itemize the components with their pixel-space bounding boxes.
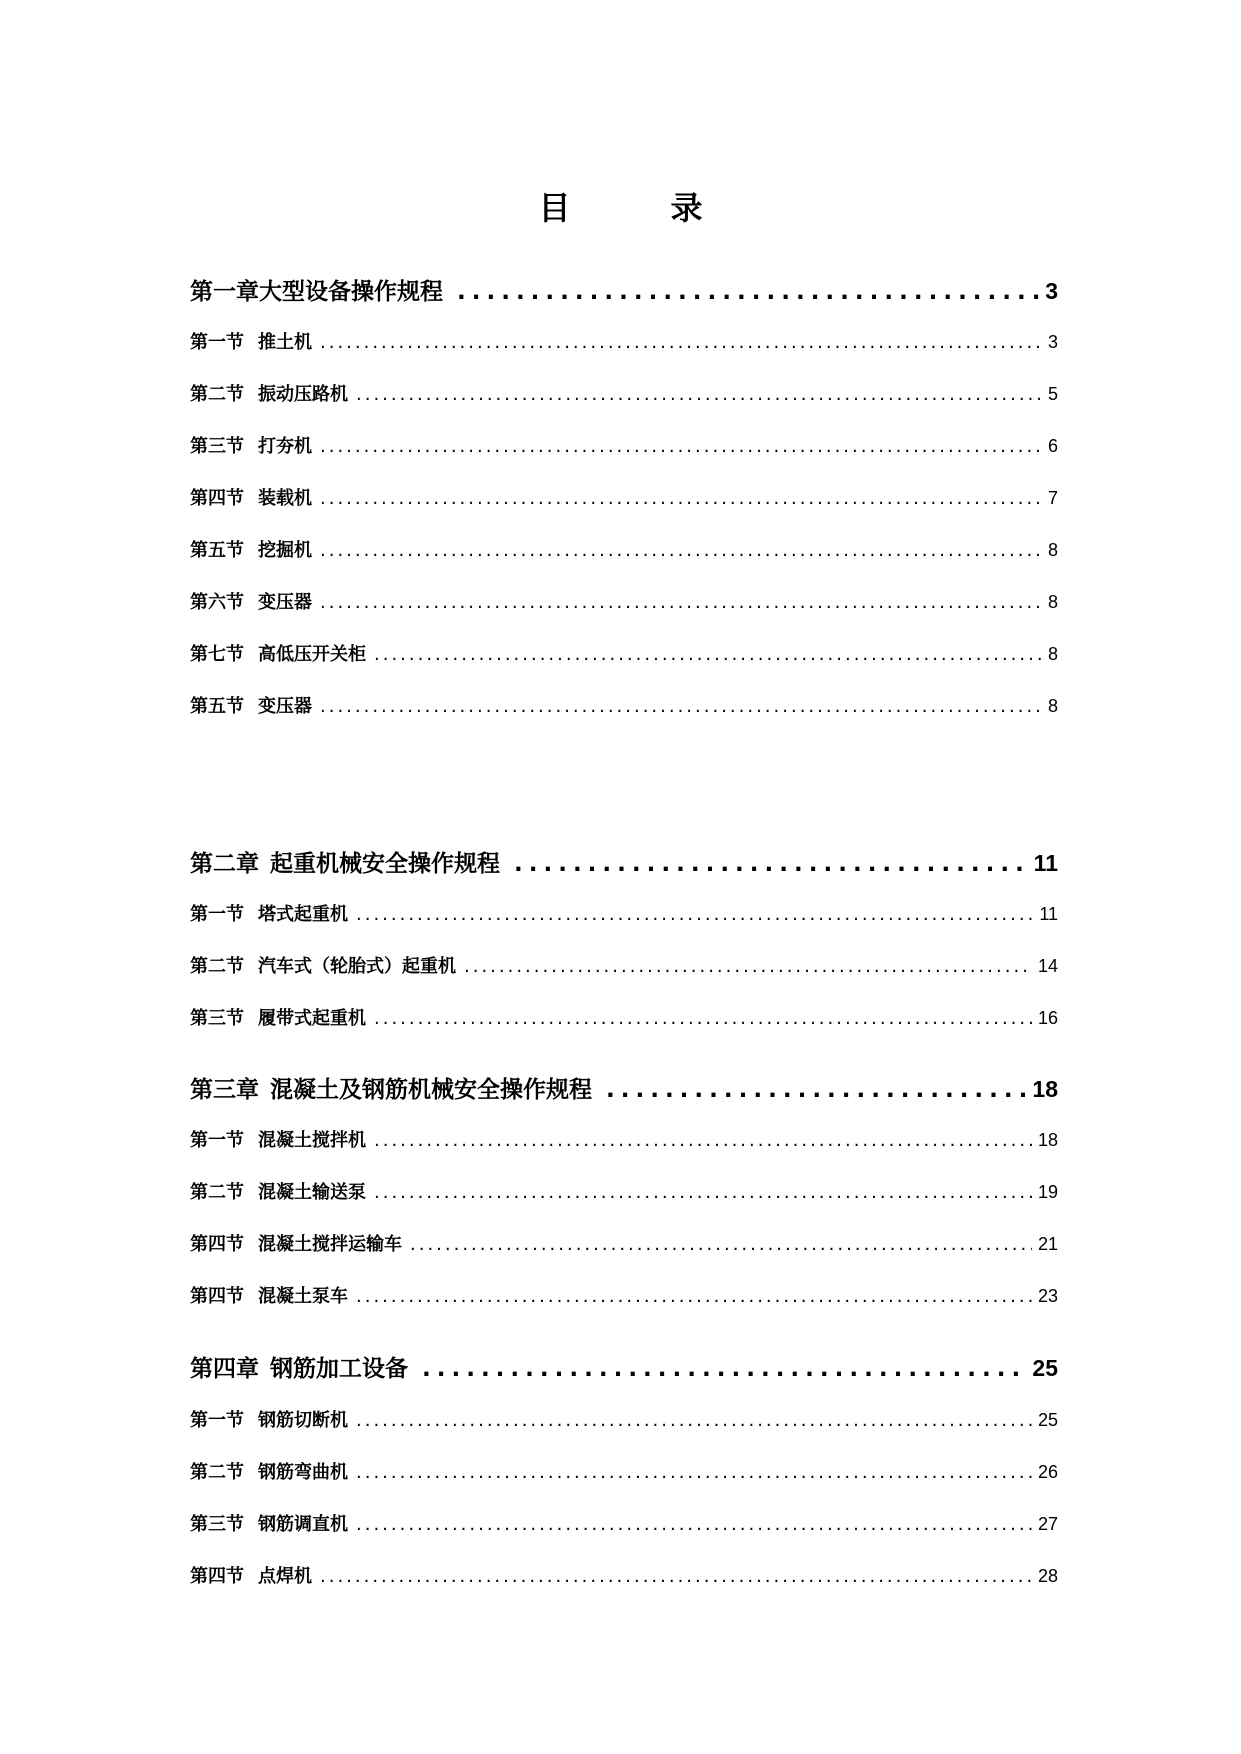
section-title: 推土机 bbox=[258, 332, 312, 353]
toc-entry-label bbox=[190, 1285, 348, 1309]
section-title: 混凝土泵车 bbox=[258, 1286, 348, 1307]
section-title: 钢筋切断机 bbox=[258, 1410, 348, 1431]
dot-leader bbox=[464, 955, 1032, 979]
section-title: 变压器 bbox=[258, 696, 312, 717]
dot-leader bbox=[320, 435, 1042, 459]
toc-section-entry[interactable] bbox=[190, 486, 1058, 511]
section-number: 第一节 bbox=[190, 1410, 244, 1431]
section-title: 履带式起重机 bbox=[258, 1008, 366, 1029]
toc-section-entry[interactable] bbox=[190, 538, 1058, 563]
section-title: 点焊机 bbox=[258, 1566, 312, 1587]
page-number: 8 bbox=[1047, 644, 1058, 664]
toc-entry-label bbox=[190, 903, 348, 927]
toc-entry-label bbox=[190, 1129, 366, 1153]
section-number: 第二节 bbox=[190, 384, 244, 405]
dot-leader bbox=[374, 1181, 1032, 1205]
section-number: 第三节 bbox=[190, 1008, 244, 1029]
toc-entry-label bbox=[190, 591, 312, 615]
toc-entry-label bbox=[190, 1007, 366, 1031]
toc-entry-label bbox=[190, 955, 456, 979]
chapter-number: 第三章 bbox=[190, 1077, 259, 1103]
toc-entry-label bbox=[190, 1354, 408, 1384]
page-number: 14 bbox=[1037, 956, 1058, 976]
dot-leader bbox=[514, 849, 1028, 879]
section-number: 第七节 bbox=[190, 644, 244, 665]
dot-leader bbox=[356, 1513, 1032, 1537]
dot-leader bbox=[356, 1461, 1032, 1485]
section-title: 混凝土搅拌机 bbox=[258, 1130, 366, 1151]
toc-entry-label bbox=[190, 849, 500, 879]
toc-entry-label bbox=[190, 1233, 402, 1257]
toc-section-entry[interactable] bbox=[190, 954, 1058, 979]
dot-leader bbox=[356, 1285, 1032, 1309]
page-number: 28 bbox=[1037, 1566, 1058, 1586]
dot-leader bbox=[320, 591, 1042, 615]
page-number: 16 bbox=[1037, 1008, 1058, 1028]
page-number: 25 bbox=[1037, 1410, 1058, 1430]
toc-section-entry[interactable] bbox=[190, 382, 1058, 407]
section-number: 第六节 bbox=[190, 592, 244, 613]
page-number: 21 bbox=[1037, 1234, 1058, 1254]
dot-leader bbox=[320, 487, 1042, 511]
page-number: 7 bbox=[1047, 488, 1058, 508]
page-number: 19 bbox=[1037, 1182, 1058, 1202]
toc-entry-label bbox=[190, 695, 312, 719]
toc-entry-label bbox=[190, 1565, 312, 1589]
toc-section-entry[interactable] bbox=[190, 434, 1058, 459]
page-number: 18 bbox=[1037, 1130, 1058, 1150]
page-number: 25 bbox=[1032, 1355, 1058, 1381]
dot-leader bbox=[356, 1409, 1032, 1433]
toc-section-entry[interactable] bbox=[190, 330, 1058, 355]
section-number: 第一节 bbox=[190, 904, 244, 925]
toc-chapter-entry[interactable] bbox=[190, 276, 1058, 307]
chapter-title: 钢筋加工设备 bbox=[270, 1356, 408, 1382]
toc-section-entry[interactable] bbox=[190, 590, 1058, 615]
dot-leader bbox=[356, 383, 1042, 407]
chapter-number: 第二章 bbox=[190, 851, 259, 877]
page-number: 27 bbox=[1037, 1514, 1058, 1534]
dot-leader bbox=[320, 1565, 1032, 1589]
section-number: 第二节 bbox=[190, 1462, 244, 1483]
dot-leader bbox=[320, 331, 1042, 355]
toc-section-entry[interactable] bbox=[190, 1232, 1058, 1257]
toc-chapter-entry[interactable] bbox=[190, 848, 1058, 879]
toc-entry-label bbox=[190, 277, 443, 307]
section-title: 汽车式（轮胎式）起重机 bbox=[258, 956, 456, 977]
toc-entry-label bbox=[190, 383, 348, 407]
page-number: 18 bbox=[1032, 1076, 1058, 1102]
section-number: 第四节 bbox=[190, 1566, 244, 1587]
section-title: 变压器 bbox=[258, 592, 312, 613]
toc-entry-label bbox=[190, 1513, 348, 1537]
chapter-number: 第四章 bbox=[190, 1356, 259, 1382]
chapter-title: 大型设备操作规程 bbox=[259, 279, 443, 305]
section-title: 混凝土搅拌运输车 bbox=[258, 1234, 402, 1255]
page-title: 目 录 bbox=[538, 189, 737, 227]
section-number: 第四节 bbox=[190, 1286, 244, 1307]
chapter-number: 第一章 bbox=[190, 279, 259, 305]
page-number: 26 bbox=[1037, 1462, 1058, 1482]
toc-section-entry[interactable] bbox=[190, 694, 1058, 719]
section-number: 第五节 bbox=[190, 696, 244, 717]
toc-section-entry[interactable] bbox=[190, 1180, 1058, 1205]
toc-section-entry[interactable] bbox=[190, 902, 1058, 927]
section-title: 挖掘机 bbox=[258, 540, 312, 561]
toc-entry-label bbox=[190, 1409, 348, 1433]
toc-section-entry[interactable] bbox=[190, 1006, 1058, 1031]
section-number: 第二节 bbox=[190, 1182, 244, 1203]
page-number: 11 bbox=[1033, 850, 1058, 876]
toc-section-entry[interactable] bbox=[190, 1284, 1058, 1309]
toc-entry-label bbox=[190, 539, 312, 563]
toc-chapter-entry[interactable] bbox=[190, 1074, 1058, 1105]
chapter-title: 混凝土及钢筋机械安全操作规程 bbox=[270, 1077, 592, 1103]
toc-section-entry[interactable] bbox=[190, 1460, 1058, 1485]
dot-leader bbox=[606, 1075, 1026, 1105]
section-title: 塔式起重机 bbox=[258, 904, 348, 925]
dot-leader bbox=[422, 1354, 1026, 1384]
section-number: 第四节 bbox=[190, 1234, 244, 1255]
section-title: 混凝土输送泵 bbox=[258, 1182, 366, 1203]
page-number: 8 bbox=[1047, 696, 1058, 716]
toc-entry-label bbox=[190, 1075, 592, 1105]
dot-leader bbox=[410, 1233, 1032, 1257]
toc-entry-label bbox=[190, 1461, 348, 1485]
dot-leader bbox=[457, 277, 1039, 307]
toc-entry-label bbox=[190, 435, 312, 459]
toc-entry-label bbox=[190, 487, 312, 511]
toc-entry-label bbox=[190, 331, 312, 355]
section-title: 钢筋调直机 bbox=[258, 1514, 348, 1535]
toc-section-entry[interactable] bbox=[190, 1512, 1058, 1537]
section-number: 第五节 bbox=[190, 540, 244, 561]
dot-leader bbox=[374, 1007, 1032, 1031]
page-number: 3 bbox=[1045, 278, 1058, 304]
page-number: 23 bbox=[1037, 1286, 1058, 1306]
section-title: 钢筋弯曲机 bbox=[258, 1462, 348, 1483]
dot-leader bbox=[320, 539, 1042, 563]
toc-chapter-entry[interactable] bbox=[190, 1353, 1058, 1384]
page-number: 11 bbox=[1039, 904, 1058, 924]
chapter-title: 起重机械安全操作规程 bbox=[270, 851, 500, 877]
section-number: 第四节 bbox=[190, 488, 244, 509]
section-number: 第三节 bbox=[190, 436, 244, 457]
toc-entry-label bbox=[190, 643, 366, 667]
dot-leader bbox=[374, 643, 1042, 667]
section-number: 第二节 bbox=[190, 956, 244, 977]
section-title: 装载机 bbox=[258, 488, 312, 509]
toc-entry-label bbox=[190, 1181, 366, 1205]
page-number: 3 bbox=[1047, 332, 1058, 352]
dot-leader bbox=[320, 695, 1042, 719]
toc-section-entry[interactable] bbox=[190, 642, 1058, 667]
page-number: 5 bbox=[1047, 384, 1058, 404]
toc-section-entry[interactable] bbox=[190, 1408, 1058, 1433]
section-number: 第一节 bbox=[190, 1130, 244, 1151]
page-number: 8 bbox=[1047, 592, 1058, 612]
toc-section-entry[interactable] bbox=[190, 1564, 1058, 1589]
section-title: 打夯机 bbox=[258, 436, 312, 457]
section-title: 振动压路机 bbox=[258, 384, 348, 405]
page-number: 6 bbox=[1047, 436, 1058, 456]
section-number: 第一节 bbox=[190, 332, 244, 353]
page-number: 8 bbox=[1047, 540, 1058, 560]
dot-leader bbox=[374, 1129, 1032, 1153]
dot-leader bbox=[356, 903, 1033, 927]
section-title: 高低压开关柜 bbox=[258, 644, 366, 665]
toc-section-entry[interactable] bbox=[190, 1128, 1058, 1153]
section-number: 第三节 bbox=[190, 1514, 244, 1535]
